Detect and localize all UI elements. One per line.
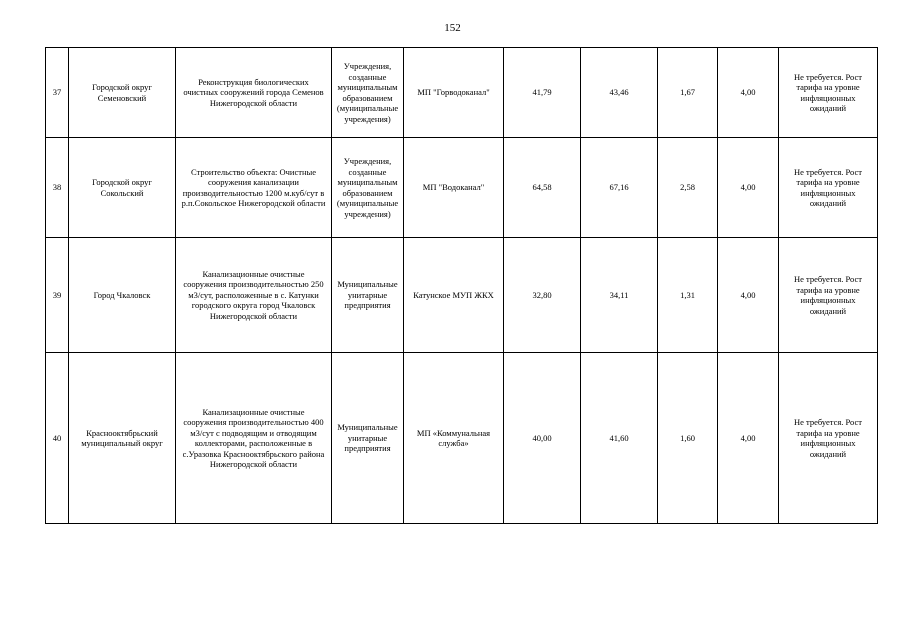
org-type-cell: Учреждения, созданные муниципальным образованием (муниципальные учреждения)	[332, 138, 404, 238]
tariff-table	[45, 47, 878, 524]
municipality-cell: Город Чкаловск	[69, 238, 176, 353]
org-type-cell: Учреждения, созданные муниципальным образованием (муниципальные учреждения)	[332, 48, 404, 138]
municipality-cell: Городской округ Сокольский	[69, 138, 176, 238]
municipality-cell: Краснооктябрьский муниципальный округ	[69, 353, 176, 524]
table-row	[46, 48, 878, 138]
org-type-cell: Муниципальные унитарные предприятия	[332, 238, 404, 353]
note-cell: Не требуется. Рост тарифа на уровне инфляционных ожиданий	[779, 353, 878, 524]
value-cell-1: 40,00	[504, 353, 581, 524]
object-cell: Строительство объекта: Очистные сооружения канализации производительностью 1200 м.куб/сут в р.п.Сокольское Нижегородской области	[176, 138, 332, 238]
row-number: 39	[46, 238, 69, 353]
note-cell: Не требуется. Рост тарифа на уровне инфляционных ожиданий	[779, 238, 878, 353]
org-name-cell: Катунское МУП ЖКХ	[404, 238, 504, 353]
value-cell-4: 4,00	[718, 353, 779, 524]
value-cell-2: 67,16	[581, 138, 658, 238]
value-cell-2: 41,60	[581, 353, 658, 524]
value-cell-4: 4,00	[718, 138, 779, 238]
value-cell-1: 32,80	[504, 238, 581, 353]
table-row	[46, 138, 878, 238]
object-cell: Реконструкция биологических очистных сооружений города Семенов Нижегородской области	[176, 48, 332, 138]
note-cell: Не требуется. Рост тарифа на уровне инфляционных ожиданий	[779, 138, 878, 238]
object-cell: Канализационные очистные сооружения производительностью 400 м3/сут с подводящим и отводящим коллекторами, расположенные в с.Уразовка Краснооктябрьского района Нижегородской области	[176, 353, 332, 524]
org-name-cell: МП "Водоканал"	[404, 138, 504, 238]
org-name-cell: МП "Горводоканал"	[404, 48, 504, 138]
table-row	[46, 353, 878, 524]
note-cell: Не требуется. Рост тарифа на уровне инфляционных ожиданий	[779, 48, 878, 138]
row-number: 37	[46, 48, 69, 138]
object-cell: Канализационные очистные сооружения производительностью 250 м3/сут, расположенные в с. Катунки городского округа город Чкаловск Нижегородской области	[176, 238, 332, 353]
value-cell-4: 4,00	[718, 48, 779, 138]
row-number: 38	[46, 138, 69, 238]
value-cell-3: 1,67	[658, 48, 718, 138]
value-cell-2: 43,46	[581, 48, 658, 138]
value-cell-3: 2,58	[658, 138, 718, 238]
value-cell-1: 41,79	[504, 48, 581, 138]
value-cell-4: 4,00	[718, 238, 779, 353]
org-type-cell: Муниципальные унитарные предприятия	[332, 353, 404, 524]
org-name-cell: МП «Коммунальная служба»	[404, 353, 504, 524]
value-cell-3: 1,31	[658, 238, 718, 353]
page-number: 152	[444, 22, 461, 34]
value-cell-3: 1,60	[658, 353, 718, 524]
value-cell-1: 64,58	[504, 138, 581, 238]
row-number: 40	[46, 353, 69, 524]
municipality-cell: Городской округ Семеновский	[69, 48, 176, 138]
table-row	[46, 238, 878, 353]
value-cell-2: 34,11	[581, 238, 658, 353]
